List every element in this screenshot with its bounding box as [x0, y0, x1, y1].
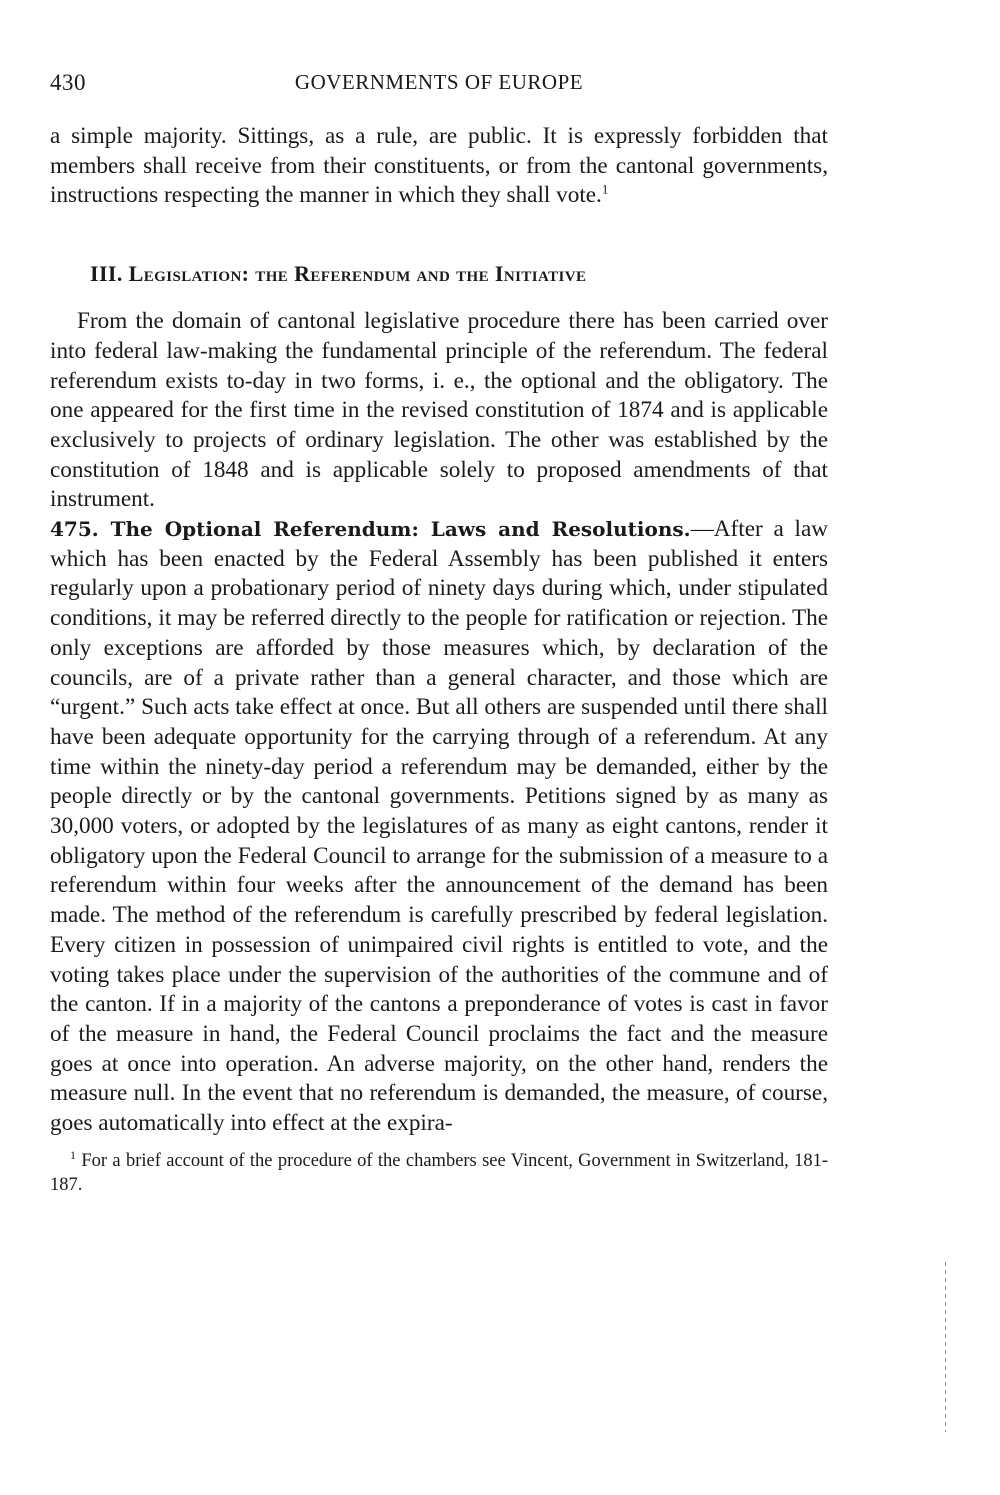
footnote-text: For a brief account of the procedure of the chambers see Vincent, Government in Switzerland, 181-187.	[50, 1150, 829, 1195]
continuation-paragraph	[50, 122, 828, 211]
book-page	[50, 60, 828, 1197]
running-head	[50, 60, 828, 100]
section-475-paragraph	[50, 515, 828, 1139]
section-heading: III. Legislation: the Referendum and the Initiative	[90, 261, 587, 287]
section-475-heading: 475. The Optional Referendum: Laws and Resolutions.	[50, 517, 691, 542]
scan-edge-mark	[945, 1262, 946, 1432]
running-title: GOVERNMENTS OF EUROPE	[294, 70, 584, 94]
continuation-text: a simple majority. Sittings, as a rule, are public. It is expressly forbidden that members shall receive from their constituents, or from the cantonal governments, instructions respecting the manner in which they shall vote.	[50, 123, 828, 209]
footnote	[50, 1149, 828, 1197]
footnote-reference: 1	[601, 181, 609, 197]
intro-paragraph: From the domain of cantonal legislative procedure there has been carried over into federal law-making the fundamental principle of the referendum. The federal referendum exists to-day in two forms, i. e., the optional and the obligatory. The one appeared for the first time in the revised constitution of 1874 and is applicable exclusively to projects of ordinary legislation. The other was established by the constitution of 1848 and is applicable solely to proposed amendments of that instrument.	[50, 308, 828, 513]
section-475-text: —After a law which has been enacted by the Federal Assembly has been published it enters regularly upon a probationary period of ninety days during which, under stipulated conditions, it may be referred directly to the people for ratification or rejection. The only exceptions are afforded by those measures which, by declaration of the councils, are of a private rather than a general character, and those which are “urgent.” Such acts take effect at once. But all others are suspended until there shall have been adequate opportunity for the carrying through of a referendum. At any time within the ninety-day period a referendum may be demanded, either by the people directly or by the cantonal governments. Petitions signed by as many as 30,000 voters, or adopted by the legislatures of as many as eight cantons, render it obligatory upon the Federal Council to arrange for the submission of a measure to a referendum within four weeks after the announcement of the demand has been made. The method of the referendum is carefully prescribed by federal legislation. Every citizen in possession of unimpaired civil rights is entitled to vote, and the voting takes place under the supervision of the authorities of the commune and of the canton. If in a majority of the cantons a preponderance of votes is cast in favor of the measure in hand, the Federal Council proclaims the fact and the measure goes at once into operation. An adverse majority, on the other hand, renders the measure null. In the event that no referendum is demanded, the measure, of course, goes automatically into effect at the expira-	[50, 516, 828, 1137]
page-number: 430	[50, 70, 86, 95]
footnote-number: 1	[70, 1147, 76, 1162]
